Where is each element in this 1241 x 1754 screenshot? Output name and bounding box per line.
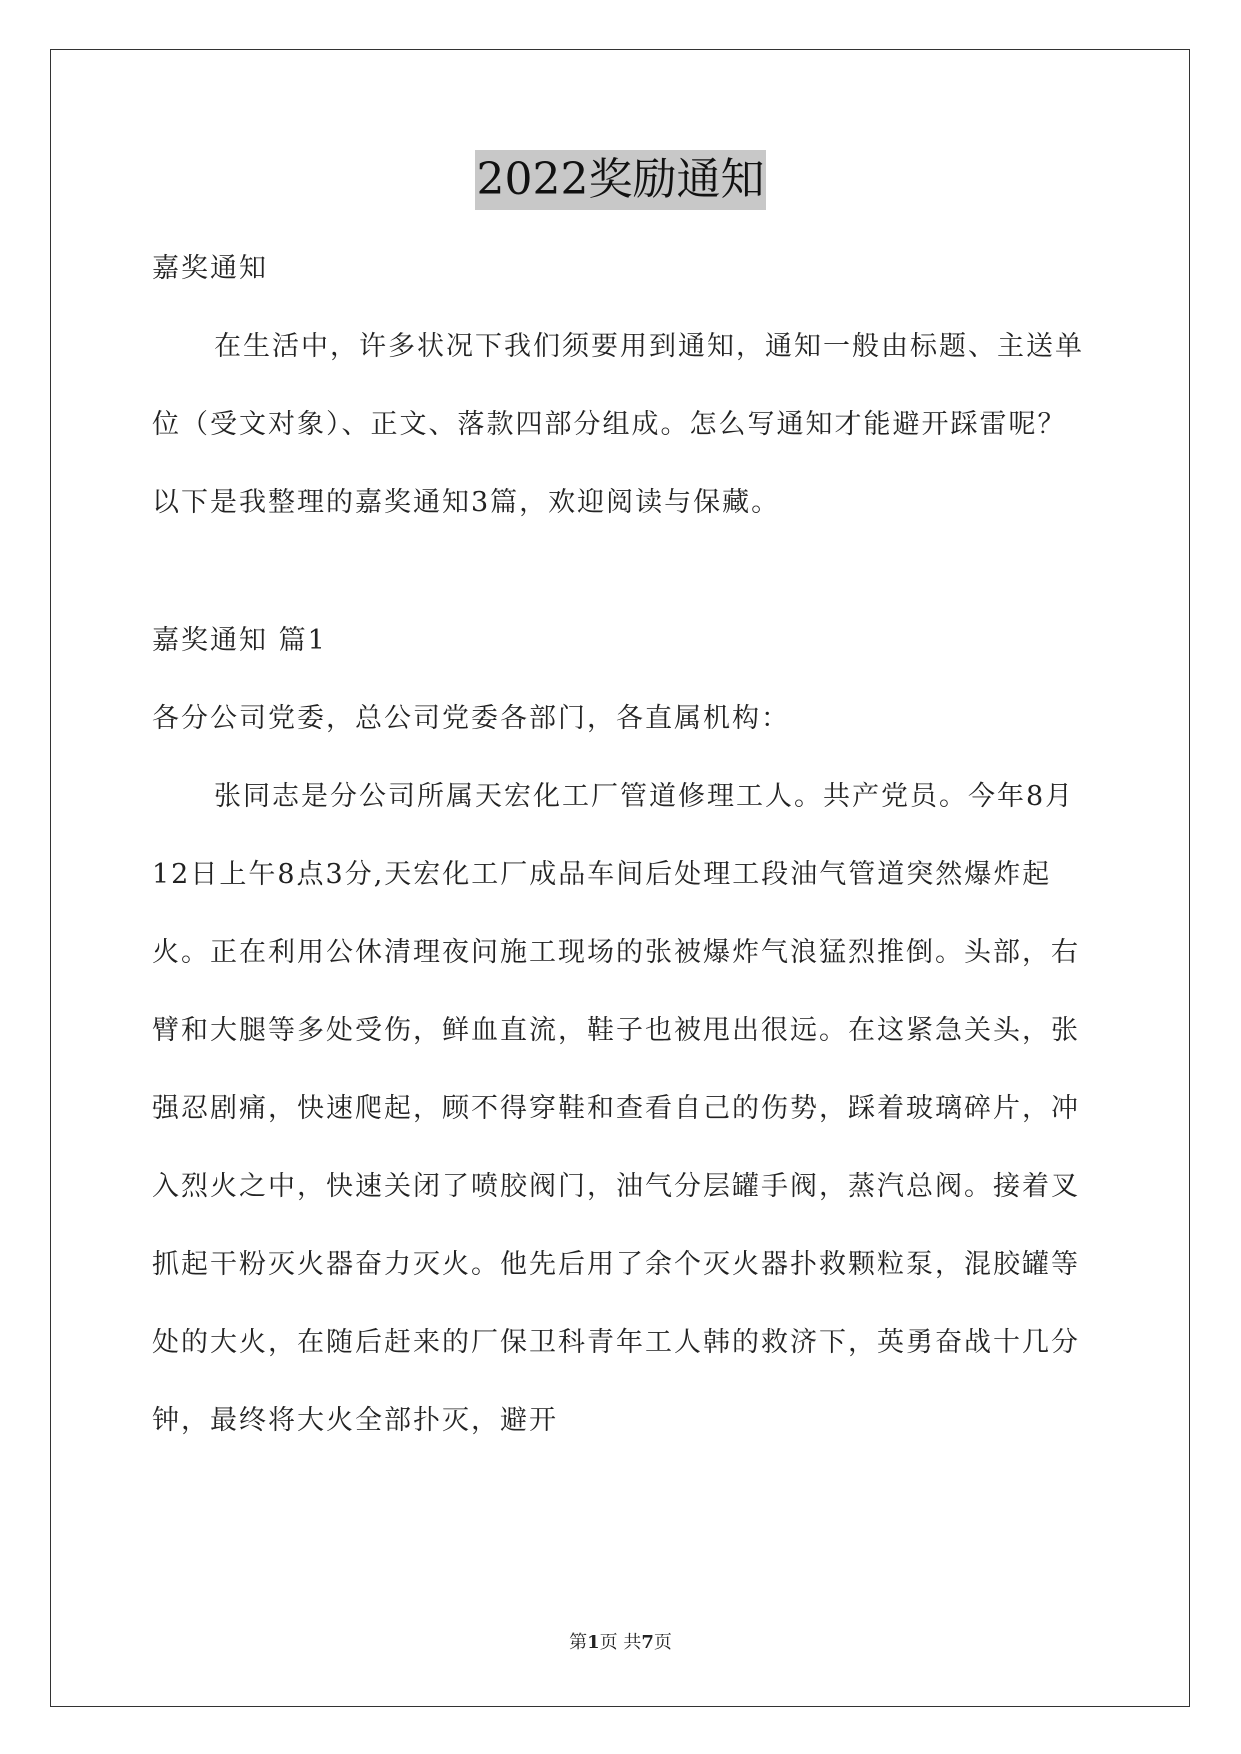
- body-paragraph: 张同志是分公司所属天宏化工厂管道修理工人。共产党员。今年8月12日上午8点3分,天宏化工厂成品车间后处理工段油气管道突然爆炸起火。正在利用公休清理夜问施工现场的张被爆炸气浪猛烈推倒。头部，右臂和大腿等多处受伤，鲜血直流，鞋子也被甩出很远。在这紧急关头，张强忍剧痛，快速爬起，顾不得穿鞋和查看自己的伤势，踩着玻璃碎片，冲入烈火之中，快速关闭了喷胶阀门，油气分层罐手阀，蒸汽总阀。接着叉抓起干粉灭火器奋力灭火。他先后用了余个灭火器扑救颗粒泵，混胶罐等处的大火，在随后赶来的厂保卫科青年工人韩的救济下，英勇奋战十几分钟，最终将大火全部扑灭，避开: [152, 781, 1080, 1436]
- page-prefix: 第: [569, 1632, 588, 1653]
- page-suffix: 页: [653, 1632, 672, 1653]
- salutation: 各分公司党委，总公司党委各部门，各直属机构：: [152, 703, 790, 734]
- document-heading: 嘉奖通知: [152, 253, 268, 284]
- page-footer: [0, 1628, 1241, 1654]
- page-total: 7: [641, 1632, 654, 1653]
- page-mid: 页 共: [599, 1632, 642, 1653]
- section-heading: 嘉奖通知 篇1: [152, 625, 327, 656]
- title-wrap: [0, 150, 1241, 210]
- intro-paragraph: 在生活中，许多状况下我们须要用到通知，通知一般由标题、主送单位（受文对象）、正文、落款四部分组成。怎么写通知才能避开踩雷呢？以下是我整理的嘉奖通知3篇，欢迎阅读与保藏。: [152, 331, 1084, 518]
- page-current: 1: [587, 1632, 600, 1653]
- document-title: 2022奖励通知: [475, 150, 767, 210]
- document-body: [152, 230, 1092, 1460]
- section-gap: [152, 542, 1092, 602]
